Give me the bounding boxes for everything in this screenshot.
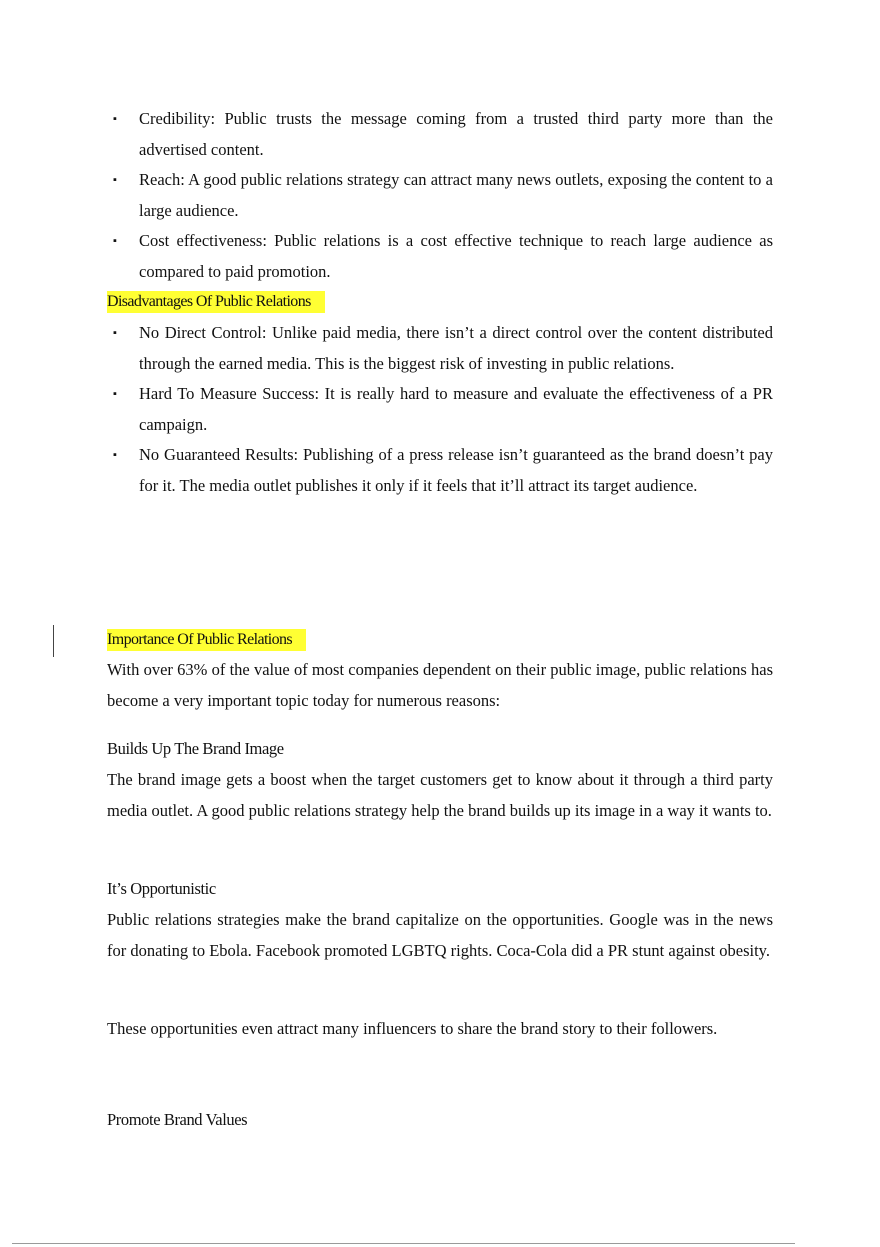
list-item: ▪ No Guaranteed Results: Publishing of a press release isn’t guaranteed as the brand doesn’t pay for it. The media outlet publishes it only if it feels that it’ll attract its target audience. [107, 440, 773, 501]
opportunistic-heading: It’s Opportunistic [107, 879, 216, 898]
list-item: ▪ Reach: A good public relations strategy can attract many news outlets, exposing the content to a large audience. [107, 165, 773, 226]
opportunistic-followup: These opportunities even attract many influencers to share the brand story to their followers. [107, 1019, 718, 1038]
importance-heading: Importance Of Public Relations [107, 629, 306, 651]
promote-values-heading: Promote Brand Values [107, 1110, 248, 1129]
list-item: ▪ Cost effectiveness: Public relations is a cost effective technique to reach large audience as compared to paid promotion. [107, 226, 773, 287]
footer-divider [12, 1243, 795, 1244]
advantages-list [107, 104, 773, 287]
disadvantages-list [107, 318, 773, 501]
list-item: ▪ Hard To Measure Success: It is really hard to measure and evaluate the effectiveness of a PR campaign. [107, 379, 773, 440]
brand-image-heading: Builds Up The Brand Image [107, 739, 284, 758]
brand-image-body: The brand image gets a boost when the target customers get to know about it through a third party media outlet. A good public relations strategy help the brand builds up its image in a way it wants to. [107, 770, 773, 820]
text-cursor [53, 625, 54, 657]
list-item: ▪ Credibility: Public trusts the message coming from a trusted third party more than the advertised content. [107, 104, 773, 165]
importance-intro: With over 63% of the value of most companies dependent on their public image, public relations has become a very important topic today for numerous reasons: [107, 660, 773, 710]
opportunistic-body: Public relations strategies make the brand capitalize on the opportunities. Google was in the news for donating to Ebola. Facebook promoted LGBTQ rights. Coca-Cola did a PR stunt against obesity. [107, 910, 773, 960]
disadvantages-heading: Disadvantages Of Public Relations [107, 291, 325, 313]
list-item: ▪ No Direct Control: Unlike paid media, there isn’t a direct control over the content distributed through the earned media. This is the biggest risk of investing in public relations. [107, 318, 773, 379]
